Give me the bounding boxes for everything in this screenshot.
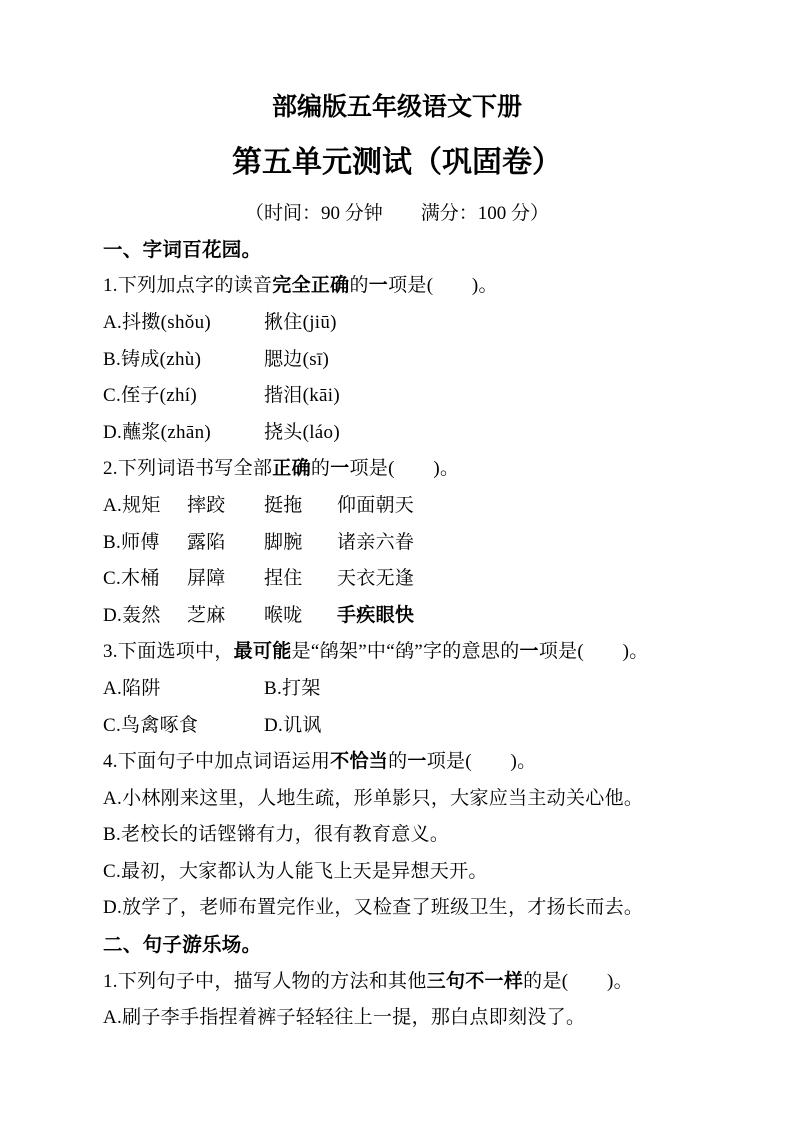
option-row	[103, 305, 734, 342]
time-score-info: （时间：90 分钟 满分：100 分）	[244, 203, 549, 224]
option-row	[103, 671, 734, 708]
option: 手疾眼快	[337, 604, 415, 626]
stem-text: 一	[519, 641, 539, 663]
option-row	[103, 1000, 734, 1037]
question-stem	[103, 634, 734, 671]
test-title: 第五单元测试（巩固卷）	[232, 146, 562, 179]
stem-text: 一	[330, 458, 350, 480]
option: A.规矩	[103, 494, 161, 516]
stem-text: 一	[407, 751, 427, 773]
stem-text: 是“鹐架”中“鹐”字的意思的	[291, 641, 520, 663]
option: C.最初，大家都认为人能飞上天是异想天开。	[103, 860, 488, 882]
option: 喉咙	[264, 604, 303, 626]
stem-text: 不恰当	[330, 751, 389, 773]
option-row	[103, 817, 734, 854]
option-row	[103, 488, 734, 525]
option: A.陷阱	[103, 677, 161, 699]
option-row	[103, 561, 734, 598]
option: 仰面朝天	[337, 494, 415, 516]
stem-text: 项是( )。	[426, 751, 537, 773]
stem-text: 4.下面句子中加点词语运用	[103, 751, 331, 773]
stem-text: 最可能	[233, 641, 292, 663]
option: 挠头(láo)	[264, 421, 340, 443]
option: 屏障	[187, 568, 226, 590]
option: B.铸成(zhù)	[103, 348, 202, 370]
option: 诸亲六眷	[337, 531, 415, 553]
stem-text: 正确	[272, 458, 311, 480]
stem-text: 三句不一样	[426, 970, 524, 992]
option: C.侄子(zhí)	[103, 385, 197, 407]
option: 天衣无逢	[337, 568, 415, 590]
option: 捏住	[264, 568, 303, 590]
option: 挺拖	[264, 494, 303, 516]
option: C.鸟禽啄食	[103, 714, 199, 736]
option: 脚腕	[264, 531, 303, 553]
stem-text: 项是( )。	[349, 458, 460, 480]
stem-text: 的是( )。	[523, 970, 633, 992]
option: D.讥讽	[264, 714, 322, 736]
question-stem	[103, 268, 734, 305]
stem-text: 项是( )。	[538, 641, 649, 663]
stem-text: 1.下列句子中，描写人物的方法和其他	[103, 970, 427, 992]
stem-text: 的	[349, 275, 369, 297]
option: A.小林刚来这里，人地生疏，形单影只，大家应当主动关心他。	[103, 787, 644, 809]
option: A.刷子李手指捏着裤子轻轻往上一提，那白点即刻没了。	[103, 1007, 586, 1029]
option: C.木桶	[103, 568, 160, 590]
section-heading: 一、字词百花园。	[103, 238, 262, 261]
option-row	[103, 598, 734, 635]
option: B.师傅	[103, 531, 160, 553]
question-stem	[103, 744, 734, 781]
stem-text: 完全正确	[272, 275, 350, 297]
stem-text: 项是( )。	[388, 275, 498, 297]
stem-text: 1.下列加点字的读音	[103, 275, 273, 297]
series-title: 部编版五年级语文下册	[271, 93, 522, 121]
option: 芝麻	[187, 604, 226, 626]
option: D.轰然	[103, 604, 161, 626]
stem-text: 的	[388, 751, 408, 773]
test-body	[103, 232, 734, 1037]
option: 揩泪(kāi)	[264, 385, 340, 407]
option-row	[103, 854, 734, 891]
option-row	[103, 342, 734, 379]
option: B.打架	[264, 677, 321, 699]
option: A.抖擞(shǒu)	[103, 311, 212, 333]
option-row	[103, 415, 734, 452]
option: 腮边(sī)	[264, 348, 330, 370]
option-row	[103, 525, 734, 562]
stem-text: 2.下列词语书写全部	[103, 458, 273, 480]
stem-text: 的	[310, 458, 331, 480]
option: D.放学了，老师布置完作业，又检查了班级卫生，才扬长而去。	[103, 897, 644, 919]
option-row	[103, 890, 734, 927]
option: 摔跤	[187, 494, 226, 516]
option-row	[103, 708, 734, 745]
option: D.蘸浆(zhān)	[103, 421, 211, 443]
stem-text: 一	[368, 275, 389, 297]
option: 露陷	[187, 531, 226, 553]
stem-text: 3.下面选项中，	[103, 641, 234, 663]
document-header	[0, 92, 794, 226]
option: B.老校长的话铿锵有力，很有教育意义。	[103, 824, 450, 846]
option-row	[103, 378, 734, 415]
option-row	[103, 781, 734, 818]
option: 揪住(jiū)	[264, 311, 337, 333]
section-heading: 二、句子游乐场。	[103, 934, 262, 957]
question-stem	[103, 964, 734, 1001]
question-stem	[103, 451, 734, 488]
